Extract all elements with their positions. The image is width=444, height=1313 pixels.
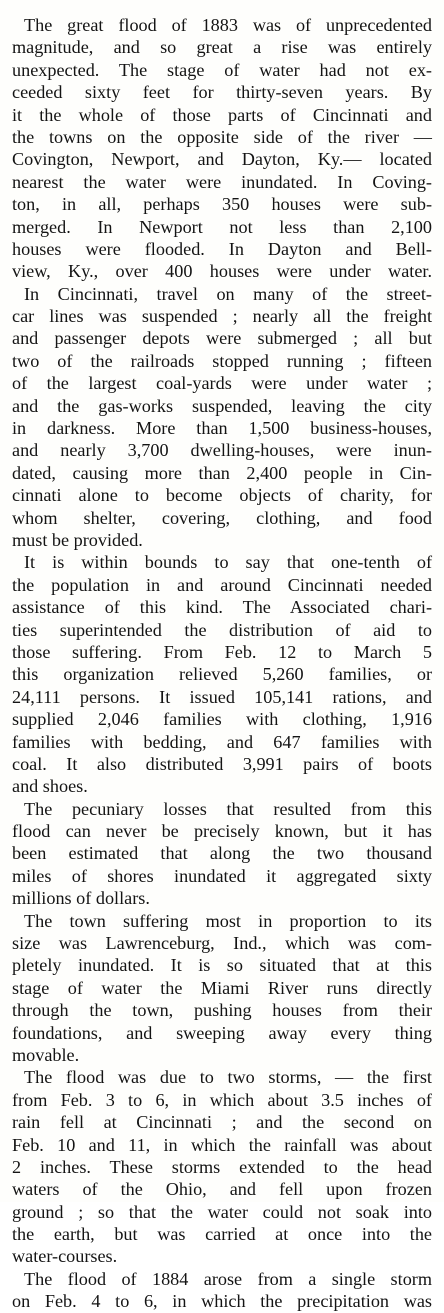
text-line: flood can never be precisely known, but it has: [12, 821, 432, 842]
text-line: must be provided.: [12, 529, 143, 550]
text-line: families with bedding, and 647 families with: [12, 731, 432, 752]
text-line: been estimated that along the two thousand: [12, 843, 432, 864]
text-line: The pecuniary losses that resulted from this: [24, 798, 432, 819]
paragraph-flood-1883: [12, 14, 432, 283]
text-line: coal. It also distributed 3,991 pairs of boots: [12, 753, 432, 774]
text-line: this organization relieved 5,260 families, or: [12, 664, 432, 685]
text-line: of the largest coal-yards were under water ;: [12, 373, 432, 394]
text-line: in darkness. More than 1,500 business-houses,: [12, 418, 432, 439]
text-line: magnitude, and so great a rise was entirely: [12, 37, 432, 58]
text-line: The flood of 1884 arose from a single storm: [24, 1268, 432, 1289]
text-line: whom shelter, covering, clothing, and food: [12, 507, 432, 528]
text-line: ceeded sixty feet for thirty-seven years. By: [12, 82, 432, 103]
text-line: dated, causing more than 2,400 people in Cin-: [12, 462, 432, 483]
text-line: The town suffering most in proportion to its: [24, 910, 432, 931]
text-line: Feb. 10 and 11, in which the rainfall was about: [12, 1134, 432, 1155]
text-line: In Cincinnati, travel on many of the street-: [24, 283, 432, 304]
text-line: on Feb. 4 to 6, in which the precipitation was: [12, 1291, 432, 1312]
text-line: and passenger depots were submerged ; all but: [12, 328, 432, 349]
text-line: the towns on the opposite side of the river —: [12, 126, 432, 147]
text-line: assistance of this kind. The Associated chari-: [12, 597, 432, 618]
text-line: pletely inundated. It is so situated that at this: [12, 955, 432, 976]
text-line: the earth, but was carried at once into the: [12, 1224, 432, 1245]
paragraph-relief-assistance: [12, 551, 432, 797]
paragraph-cincinnati-travel: [12, 283, 432, 552]
paragraph-lawrenceburg: [12, 910, 432, 1067]
text-line: those suffering. From Feb. 12 to March 5: [12, 641, 432, 662]
text-line: view, Ky., over 400 houses were under water.: [12, 261, 432, 282]
text-line: The flood was due to two storms, — the first: [24, 1067, 432, 1088]
text-line: two of the railroads stopped running ; fifteen: [12, 350, 432, 371]
text-line: size was Lawrenceburg, Ind., which was com-: [12, 933, 432, 954]
paragraph-flood-1884: [12, 1268, 432, 1313]
text-line: 24,111 persons. It issued 105,141 rations, and: [12, 686, 432, 707]
text-line: from Feb. 3 to 6, in which about 3.5 inches of: [12, 1089, 432, 1110]
text-line: through the town, pushing houses from their: [12, 1000, 432, 1021]
text-line: miles of shores inundated it aggregated sixty: [12, 865, 432, 886]
text-line: and shoes.: [12, 776, 88, 797]
text-line: the population in and around Cincinnati needed: [12, 574, 432, 595]
text-line: ties superintended the distribution of aid to: [12, 619, 432, 640]
text-line: it the whole of those parts of Cincinnati and: [12, 104, 432, 125]
text-line: water-courses.: [12, 1246, 118, 1267]
text-line: cinnati alone to become objects of charity, for: [12, 485, 432, 506]
text-line: and nearly 3,700 dwelling-houses, were inun-: [12, 440, 432, 461]
text-line: car lines was suspended ; nearly all the freight: [12, 306, 432, 327]
text-line: 2 inches. These storms extended to the head: [12, 1156, 432, 1177]
text-line: ton, in all, perhaps 350 houses were sub-: [12, 194, 432, 215]
text-line: nearest the water were inundated. In Coving-: [12, 171, 432, 192]
text-line: and the gas-works suspended, leaving the city: [12, 395, 432, 416]
text-line: merged. In Newport not less than 2,100: [12, 216, 432, 237]
text-line: millions of dollars.: [12, 888, 150, 909]
text-line: stage of water the Miami River runs directly: [12, 977, 432, 998]
text-line: unexpected. The stage of water had not ex-: [12, 59, 432, 80]
text-line: rain fell at Cincinnati ; and the second on: [12, 1112, 432, 1133]
text-line: supplied 2,046 families with clothing, 1,916: [12, 709, 432, 730]
text-line: Covington, Newport, and Dayton, Ky.— located: [12, 149, 432, 170]
paragraph-pecuniary-losses: [12, 798, 432, 910]
text-line: waters of the Ohio, and fell upon frozen: [12, 1179, 432, 1200]
text-line: houses were flooded. In Dayton and Bell-: [12, 238, 432, 259]
text-line: foundations, and sweeping away every thing: [12, 1022, 432, 1043]
text-line: ground ; so that the water could not soak into: [12, 1201, 432, 1222]
paragraph-two-storms: [12, 1066, 432, 1268]
text-line: movable.: [12, 1044, 80, 1065]
text-line: The great flood of 1883 was of unprecedented: [24, 15, 432, 35]
text-line: It is within bounds to say that one-tenth of: [24, 552, 432, 573]
